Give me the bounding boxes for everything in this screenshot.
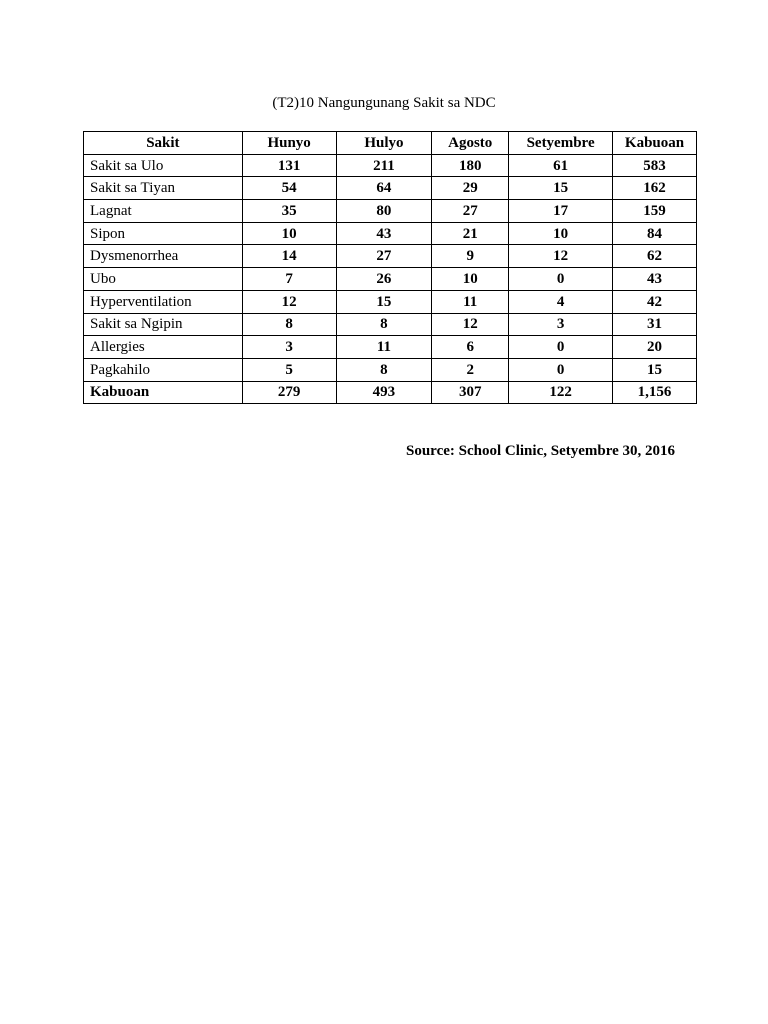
cell-hunyo: 10 — [242, 222, 336, 245]
cell-setyembre: 0 — [509, 358, 613, 381]
table-row — [84, 290, 697, 313]
cell-agosto: 11 — [432, 290, 509, 313]
total-kabuoan: 1,156 — [613, 381, 697, 404]
cell-hulyo: 43 — [336, 222, 432, 245]
cell-hulyo: 27 — [336, 245, 432, 268]
cell-setyembre: 61 — [509, 154, 613, 177]
cell-hulyo: 15 — [336, 290, 432, 313]
cell-setyembre: 0 — [509, 336, 613, 359]
total-agosto: 307 — [432, 381, 509, 404]
source-note: Source: School Clinic, Setyembre 30, 2016 — [406, 443, 676, 459]
cell-kabuoan: 159 — [613, 200, 697, 223]
row-label: Sakit sa Tiyan — [84, 177, 243, 200]
cell-setyembre: 3 — [509, 313, 613, 336]
cell-hunyo: 35 — [242, 200, 336, 223]
cell-kabuoan: 20 — [613, 336, 697, 359]
header-sakit: Sakit — [84, 132, 243, 155]
table-row — [84, 222, 697, 245]
cell-hulyo: 8 — [336, 313, 432, 336]
illness-table — [83, 131, 697, 404]
cell-agosto: 6 — [432, 336, 509, 359]
total-label: Kabuoan — [84, 381, 243, 404]
row-label: Sakit sa Ulo — [84, 154, 243, 177]
table-row — [84, 177, 697, 200]
header-setyembre: Setyembre — [509, 132, 613, 155]
cell-setyembre: 12 — [509, 245, 613, 268]
cell-agosto: 180 — [432, 154, 509, 177]
cell-agosto: 27 — [432, 200, 509, 223]
cell-hunyo: 54 — [242, 177, 336, 200]
cell-hunyo: 131 — [242, 154, 336, 177]
cell-hunyo: 7 — [242, 268, 336, 291]
cell-hunyo: 5 — [242, 358, 336, 381]
header-agosto: Agosto — [432, 132, 509, 155]
row-label: Hyperventilation — [84, 290, 243, 313]
cell-hunyo: 12 — [242, 290, 336, 313]
document-title: (T2)10 Nangungunang Sakit sa NDC — [272, 95, 496, 111]
total-hulyo: 493 — [336, 381, 432, 404]
cell-kabuoan: 583 — [613, 154, 697, 177]
total-setyembre: 122 — [509, 381, 613, 404]
cell-kabuoan: 84 — [613, 222, 697, 245]
cell-kabuoan: 162 — [613, 177, 697, 200]
table-row — [84, 245, 697, 268]
cell-hulyo: 211 — [336, 154, 432, 177]
total-hunyo: 279 — [242, 381, 336, 404]
row-label: Ubo — [84, 268, 243, 291]
cell-hunyo: 14 — [242, 245, 336, 268]
row-label: Lagnat — [84, 200, 243, 223]
header-hunyo: Hunyo — [242, 132, 336, 155]
table-row — [84, 358, 697, 381]
table-header-row — [84, 132, 697, 155]
table-row — [84, 268, 697, 291]
cell-kabuoan: 42 — [613, 290, 697, 313]
cell-hulyo: 11 — [336, 336, 432, 359]
cell-hulyo: 8 — [336, 358, 432, 381]
cell-hunyo: 3 — [242, 336, 336, 359]
cell-kabuoan: 15 — [613, 358, 697, 381]
row-label: Sakit sa Ngipin — [84, 313, 243, 336]
cell-agosto: 10 — [432, 268, 509, 291]
cell-agosto: 21 — [432, 222, 509, 245]
cell-agosto: 29 — [432, 177, 509, 200]
cell-hulyo: 64 — [336, 177, 432, 200]
cell-setyembre: 4 — [509, 290, 613, 313]
cell-agosto: 2 — [432, 358, 509, 381]
cell-setyembre: 0 — [509, 268, 613, 291]
cell-setyembre: 17 — [509, 200, 613, 223]
cell-kabuoan: 62 — [613, 245, 697, 268]
table-row — [84, 313, 697, 336]
table-row — [84, 200, 697, 223]
header-hulyo: Hulyo — [336, 132, 432, 155]
cell-hulyo: 26 — [336, 268, 432, 291]
row-label: Sipon — [84, 222, 243, 245]
header-kabuoan: Kabuoan — [613, 132, 697, 155]
cell-hunyo: 8 — [242, 313, 336, 336]
table-row — [84, 154, 697, 177]
row-label: Allergies — [84, 336, 243, 359]
cell-agosto: 9 — [432, 245, 509, 268]
cell-kabuoan: 31 — [613, 313, 697, 336]
cell-setyembre: 10 — [509, 222, 613, 245]
row-label: Dysmenorrhea — [84, 245, 243, 268]
cell-kabuoan: 43 — [613, 268, 697, 291]
cell-setyembre: 15 — [509, 177, 613, 200]
table-row — [84, 336, 697, 359]
cell-agosto: 12 — [432, 313, 509, 336]
row-label: Pagkahilo — [84, 358, 243, 381]
cell-hulyo: 80 — [336, 200, 432, 223]
table-total-row — [84, 381, 697, 404]
